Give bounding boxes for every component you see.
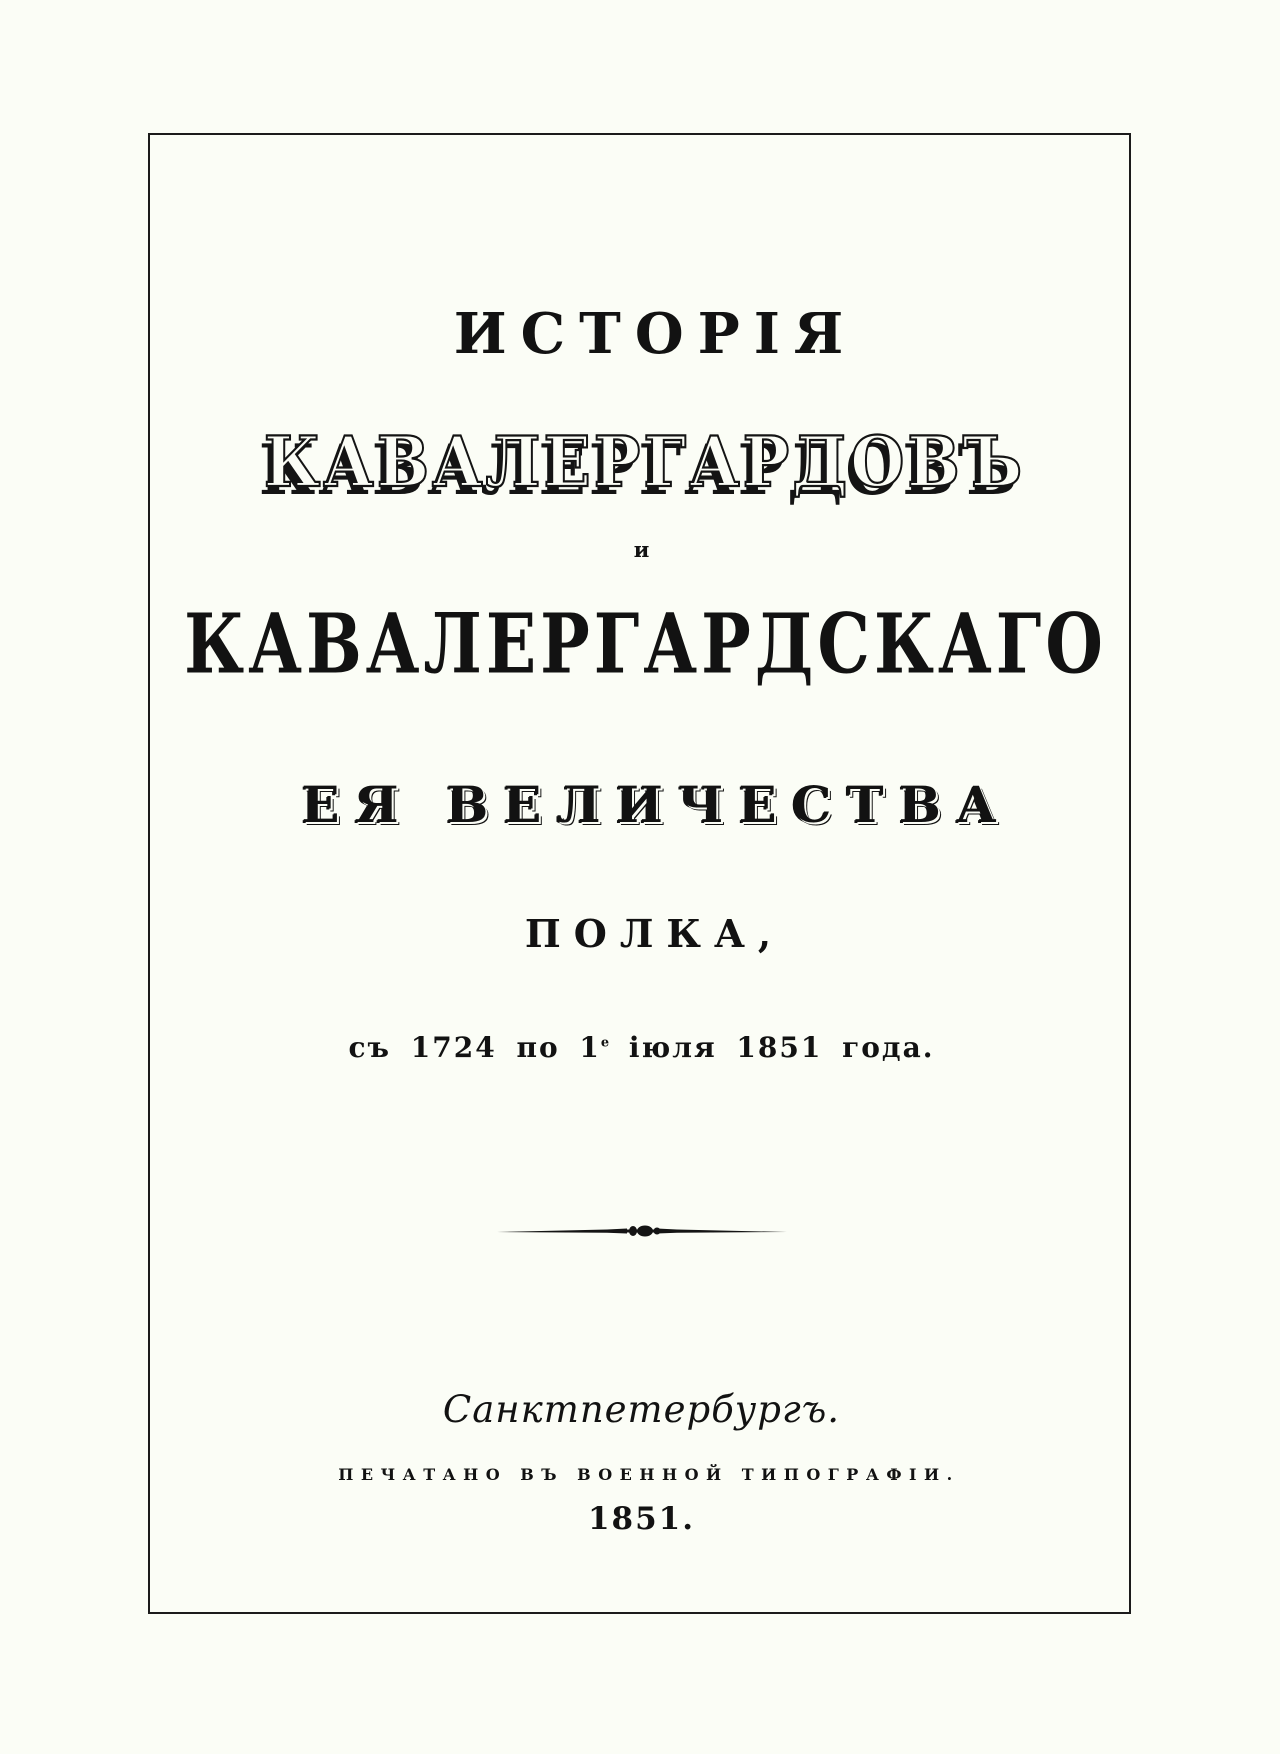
date-superscript: е [600, 1035, 610, 1051]
imprint-year: 1851. [587, 1501, 696, 1537]
imprint-printer: ПЕЧАТАНО ВЪ ВОЕННОЙ ТИПОГРАФІИ. [338, 1465, 960, 1484]
title-page-content [148, 133, 1135, 1618]
date-range-prefix: съ 1724 по 1 [348, 1031, 601, 1064]
ornamental-divider [148, 1221, 1135, 1237]
title-conjunction: и [633, 537, 650, 562]
book-title-history: ИСТОРІЯ [453, 301, 858, 367]
book-title-polka: ПОЛКА, [524, 911, 785, 956]
book-title-kavalergardov: КАВАЛЕРГАРДОВЪ [263, 421, 1026, 503]
date-range-line [148, 1031, 1135, 1064]
imprint-city: Санктпетербургъ. [442, 1388, 841, 1431]
spindle-rule-divider-icon [497, 1224, 787, 1240]
date-range-suffix: іюля 1851 года. [609, 1031, 935, 1064]
book-title-kavalergardskago: КАВАЛЕРГАРДСКАГО [184, 595, 1107, 693]
book-title-eya-velichestva: ЕЯ ВЕЛИЧЕСТВА [301, 775, 1012, 834]
